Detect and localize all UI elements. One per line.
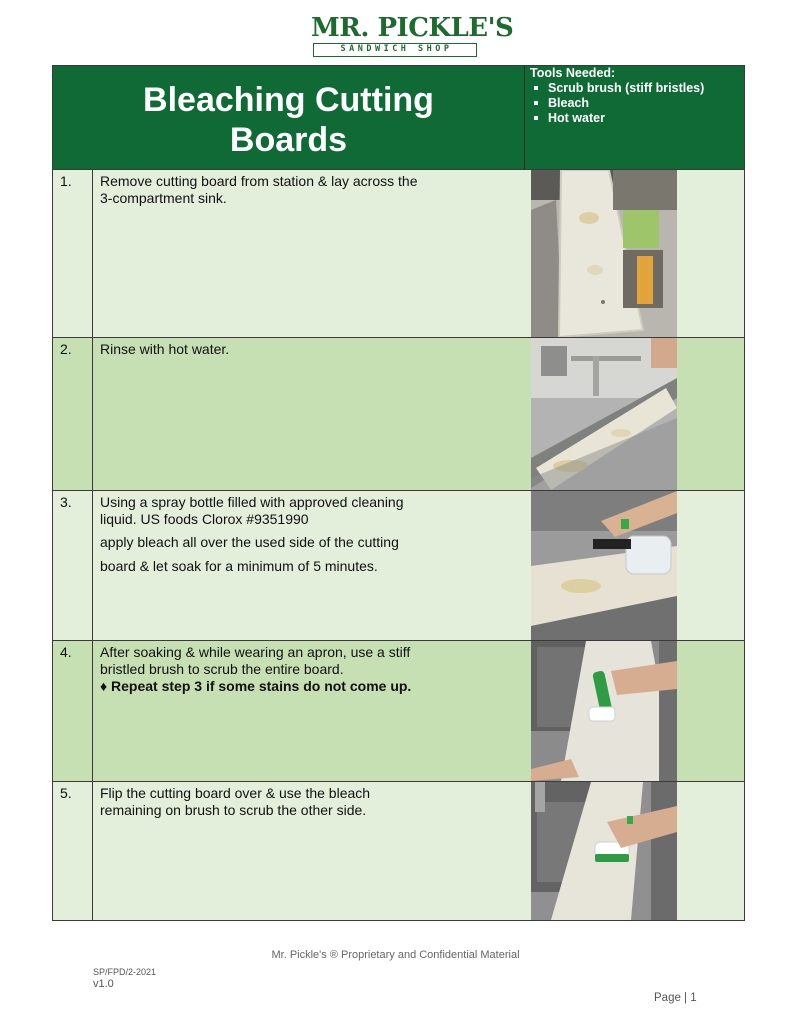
step-text bbox=[100, 644, 520, 695]
step-line: bristled brush to scrub the entire board. bbox=[100, 661, 344, 677]
step-line: Remove cutting board from station & lay across the bbox=[100, 173, 418, 189]
step-line: Rinse with hot water. bbox=[100, 341, 230, 357]
confidential-notice: Mr. Pickle's ® Proprietary and Confidential Material bbox=[271, 949, 520, 961]
header-divider bbox=[524, 66, 525, 169]
step-text bbox=[100, 173, 520, 207]
tools-needed bbox=[530, 66, 742, 126]
brand-tagline: SANDWICH SHOP bbox=[313, 43, 477, 57]
doc-code-text: SP/FPD/2-2021 bbox=[93, 967, 157, 977]
step-photo-flip-and-scrub bbox=[531, 782, 677, 920]
step-line: Using a spray bottle filled with approved cleaning bbox=[100, 494, 404, 510]
step-line: Flip the cutting board over & use the bleach bbox=[100, 785, 371, 801]
step-photo-scrub-board bbox=[531, 641, 677, 781]
step-row-2 bbox=[53, 337, 744, 490]
step-number: 2. bbox=[53, 338, 93, 490]
step-row-5 bbox=[53, 781, 744, 920]
brand-name: MR. PICKLE'S bbox=[311, 13, 514, 43]
page-number: Page | 1 bbox=[654, 992, 697, 1004]
step-number: 4. bbox=[53, 641, 93, 781]
step-note: ♦ Repeat step 3 if some stains do not come up. bbox=[100, 678, 412, 694]
step-photo-board-on-station bbox=[531, 170, 677, 337]
doc-version: v1.0 bbox=[93, 978, 114, 990]
step-row-1 bbox=[53, 169, 744, 337]
step-line: remaining on brush to scrub the other side. bbox=[100, 802, 367, 818]
step-row-3 bbox=[53, 490, 744, 640]
step-photo-spray-bleach bbox=[531, 491, 677, 640]
tools-heading: Tools Needed: bbox=[530, 66, 616, 80]
step-line: apply bleach all over the used side of the cutting bbox=[100, 534, 399, 550]
tool-item: Hot water bbox=[530, 111, 742, 126]
tool-item: Bleach bbox=[530, 96, 742, 111]
step-line: board & let soak for a minimum of 5 minutes. bbox=[100, 558, 378, 574]
step-number: 1. bbox=[53, 170, 93, 337]
title-line-1: Bleaching Cutting bbox=[143, 81, 434, 119]
step-number: 3. bbox=[53, 491, 93, 640]
step-text bbox=[100, 785, 520, 819]
table-header bbox=[53, 66, 744, 169]
brand-logo bbox=[311, 13, 514, 60]
step-number: 5. bbox=[53, 782, 93, 920]
tool-item: Scrub brush (stiff bristles) bbox=[530, 81, 742, 96]
step-text bbox=[100, 494, 520, 578]
document-code bbox=[93, 967, 156, 991]
title-line-2: Boards bbox=[229, 121, 348, 159]
step-row-4 bbox=[53, 640, 744, 781]
step-line: liquid. US foods Clorox #9351990 bbox=[100, 511, 309, 527]
step-text bbox=[100, 341, 520, 358]
tools-list bbox=[530, 81, 742, 126]
step-line: After soaking & while wearing an apron, use a stiff bbox=[100, 644, 411, 660]
page-title bbox=[53, 80, 524, 160]
step-photo-rinse-hot-water bbox=[531, 338, 677, 490]
procedure-table bbox=[52, 65, 745, 921]
step-line: 3-compartment sink. bbox=[100, 190, 227, 206]
